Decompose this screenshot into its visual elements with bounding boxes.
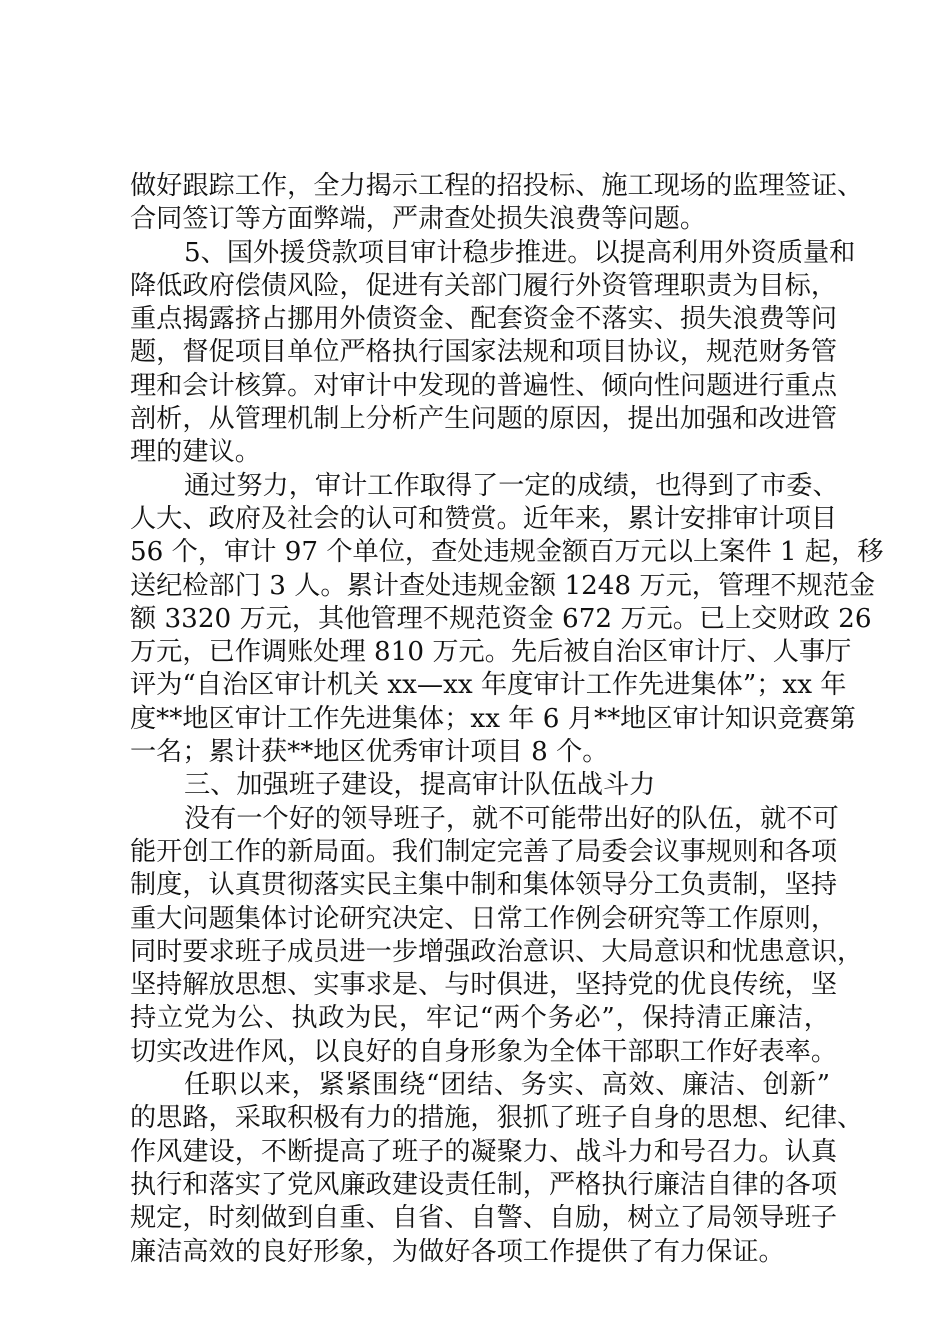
text-line: 剖析，从管理机制上分析产生问题的原因，提出加强和改进管 bbox=[130, 404, 838, 435]
text-line: 重点揭露挤占挪用外债资金、配套资金不落实、损失浪费等问 bbox=[130, 304, 838, 335]
text-line: 坚持解放思想、实事求是、与时俱进，坚持党的优良传统，坚 bbox=[130, 970, 838, 1001]
text-line: 评为“自治区审计机关 xx—xx 年度审计工作先进集体”；xx 年 bbox=[130, 670, 847, 701]
paragraph-start-line: 5、国外援贷款项目审计稳步推进。以提高利用外资质量和 bbox=[184, 237, 856, 268]
text-line: 同时要求班子成员进一步增强政治意识、大局意识和忧患意识， bbox=[130, 936, 864, 967]
text-line: 降低政府偿债风险，促进有关部门履行外资管理职责为目标， bbox=[130, 270, 838, 301]
text-line: 能开创工作的新局面。我们制定完善了局委会议事规则和各项 bbox=[130, 836, 838, 867]
text-line: 万元，已作调账处理 810 万元。先后被自治区审计厅、人事厅 bbox=[130, 637, 852, 668]
text-line: 重大问题集体讨论研究决定、日常工作例会研究等工作原则， bbox=[130, 903, 838, 934]
text-line: 额 3320 万元，其他管理不规范资金 672 万元。已上交财政 26 bbox=[130, 603, 872, 634]
text-line: 廉洁高效的良好形象，为做好各项工作提供了有力保证。 bbox=[130, 1236, 785, 1267]
text-line: 题，督促项目单位严格执行国家法规和项目协议，规范财务管 bbox=[130, 337, 838, 368]
text-line: 做好跟踪工作，全力揭示工程的招投标、施工现场的监理签证、 bbox=[130, 171, 864, 201]
text-line: 送纪检部门 3 人。累计查处违规金额 1248 万元，管理不规范金 bbox=[130, 570, 876, 601]
text-line: 合同签订等方面弊端，严肃查处损失浪费等问题。 bbox=[130, 204, 707, 235]
text-line: 人大、政府及社会的认可和赞赏。近年来，累计安排审计项目 bbox=[130, 503, 838, 534]
text-line: 理的建议。 bbox=[130, 437, 261, 468]
document-body bbox=[130, 170, 884, 1269]
text-line: 理和会计核算。对审计中发现的普遍性、倾向性问题进行重点 bbox=[130, 370, 838, 401]
text-line: 度**地区审计工作先进集体；xx 年 6 月**地区审计知识竞赛第 bbox=[130, 703, 856, 734]
text-line: 规定，时刻做到自重、自省、自警、自励，树立了局领导班子 bbox=[130, 1203, 838, 1234]
paragraph-start-line: 通过努力，审计工作取得了一定的成绩，也得到了市委、 bbox=[184, 470, 839, 501]
text-line: 执行和落实了党风廉政建设责任制，严格执行廉洁自律的各项 bbox=[130, 1169, 838, 1200]
paragraph-start-line: 任职以来，紧紧围绕“团结、务实、高效、廉洁、创新” bbox=[184, 1070, 830, 1101]
text-line: 作风建设，不断提高了班子的凝聚力、战斗力和号召力。认真 bbox=[130, 1136, 838, 1167]
text-line: 持立党为公、执政为民，牢记“两个务必”，保持清正廉洁， bbox=[130, 1003, 830, 1034]
text-line: 56 个，审计 97 个单位，查处违规金额百万元以上案件 1 起，移 bbox=[130, 537, 884, 568]
section-heading: 三、加强班子建设，提高审计队伍战斗力 bbox=[184, 770, 656, 801]
text-line: 一名；累计获**地区优秀审计项目 8 个。 bbox=[130, 737, 609, 768]
paragraph-start-line: 没有一个好的领导班子，就不可能带出好的队伍，就不可 bbox=[184, 803, 839, 834]
text-line: 制度，认真贯彻落实民主集中制和集体领导分工负责制，坚持 bbox=[130, 870, 838, 901]
text-line: 切实改进作风，以良好的自身形象为全体干部职工作好表率。 bbox=[130, 1036, 838, 1067]
text-line: 的思路，采取积极有力的措施，狠抓了班子自身的思想、纪律、 bbox=[130, 1103, 864, 1134]
